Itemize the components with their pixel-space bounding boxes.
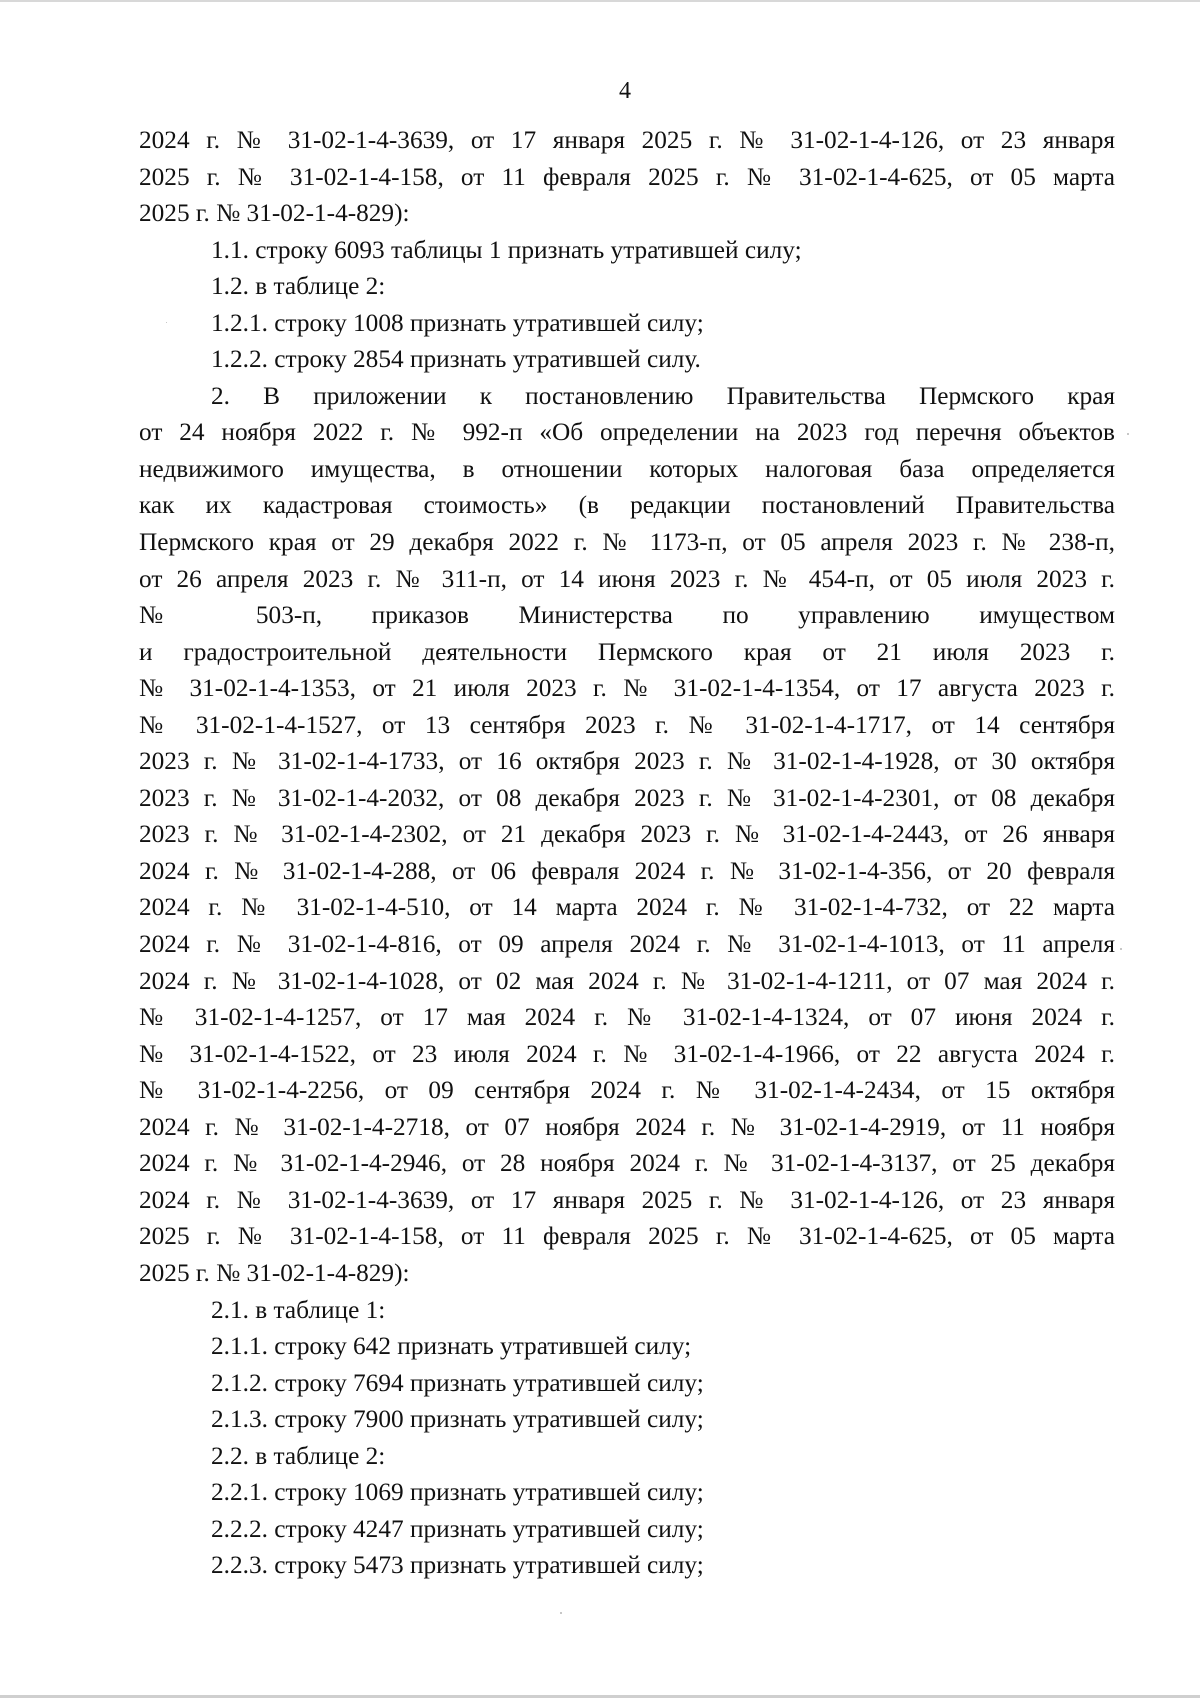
- list-item: 2.1.1. строку 642 признать утратившей силу;: [211, 1332, 692, 1361]
- text-line: и градостроительной деятельности Пермского края от 21 июля 2023 г.: [139, 637, 1115, 666]
- text-line: 2024 г. № 31-02-1-4-2946, от 28 ноября 2024 г. № 31-02-1-4-3137, от 25 декабря: [139, 1149, 1115, 1178]
- text-line: № 31-02-1-4-2256, от 09 сентября 2024 г. № 31-02-1-4-2434, от 15 октября: [139, 1076, 1115, 1105]
- text-line: № 503-п, приказов Министерства по управлению имуществом: [139, 601, 1115, 630]
- list-item: 2.1.3. строку 7900 признать утратившей силу;: [211, 1405, 704, 1434]
- list-item: 1.1. строку 6093 таблицы 1 признать утратившей силу;: [211, 235, 802, 264]
- text-line: 2024 г. № 31-02-1-4-510, от 14 марта 2024 г. № 31-02-1-4-732, от 22 марта: [139, 893, 1115, 922]
- text-line: от 26 апреля 2023 г. № 311-п, от 14 июня 2023 г. № 454-п, от 05 июля 2023 г.: [139, 564, 1115, 593]
- text-line: № 31-02-1-4-1527, от 13 сентября 2023 г. № 31-02-1-4-1717, от 14 сентября: [139, 710, 1115, 739]
- text-line: 2024 г. № 31-02-1-4-816, от 09 апреля 2024 г. № 31-02-1-4-1013, от 11 апреля: [139, 930, 1115, 959]
- paragraph-start: 2. В приложении к постановлению Правительства Пермского края: [211, 381, 1115, 410]
- text-line: 2023 г. № 31-02-1-4-2032, от 08 декабря 2023 г. № 31-02-1-4-2301, от 08 декабря: [139, 783, 1115, 812]
- list-item: 2.1.2. строку 7694 признать утратившей силу;: [211, 1368, 704, 1397]
- text-line: 2023 г. № 31-02-1-4-2302, от 21 декабря 2023 г. № 31-02-1-4-2443, от 26 января: [139, 820, 1115, 849]
- text-line: недвижимого имущества, в отношении которых налоговая база определяется: [139, 454, 1115, 483]
- scan-speck: [166, 322, 167, 323]
- text-line: № 31-02-1-4-1522, от 23 июля 2024 г. № 31-02-1-4-1966, от 22 августа 2024 г.: [139, 1039, 1115, 1068]
- text-line: 2025 г. № 31-02-1-4-158, от 11 февраля 2025 г. № 31-02-1-4-625, от 05 марта: [139, 1222, 1115, 1251]
- text-line: 2024 г. № 31-02-1-4-3639, от 17 января 2025 г. № 31-02-1-4-126, от 23 января: [139, 1185, 1115, 1214]
- scan-speck: [1120, 948, 1122, 950]
- text-line: как их кадастровая стоимость» (в редакции постановлений Правительства: [139, 491, 1115, 520]
- text-line: 2024 г. № 31-02-1-4-1028, от 02 мая 2024 г. № 31-02-1-4-1211, от 07 мая 2024 г.: [139, 966, 1115, 995]
- text-line: 2025 г. № 31-02-1-4-829):: [139, 1258, 410, 1287]
- scan-edge-top: [0, 0, 1200, 2]
- scan-speck: [560, 1612, 562, 1614]
- list-item: 2.2.1. строку 1069 признать утратившей силу;: [211, 1478, 704, 1507]
- list-item: 1.2.2. строку 2854 признать утратившей силу.: [211, 345, 701, 374]
- list-item: 1.2. в таблице 2:: [211, 272, 386, 301]
- text-line: 2025 г. № 31-02-1-4-158, от 11 февраля 2025 г. № 31-02-1-4-625, от 05 марта: [139, 162, 1115, 191]
- text-line: № 31-02-1-4-1353, от 21 июля 2023 г. № 31-02-1-4-1354, от 17 августа 2023 г.: [139, 674, 1115, 703]
- text-line: Пермского края от 29 декабря 2022 г. № 1173-п, от 05 апреля 2023 г. № 238-п,: [139, 528, 1115, 557]
- text-line: 2023 г. № 31-02-1-4-1733, от 16 октября 2023 г. № 31-02-1-4-1928, от 30 октября: [139, 747, 1115, 776]
- text-line: 2024 г. № 31-02-1-4-288, от 06 февраля 2024 г. № 31-02-1-4-356, от 20 февраля: [139, 856, 1115, 885]
- list-item: 2.2. в таблице 2:: [211, 1441, 386, 1470]
- text-line: от 24 ноября 2022 г. № 992-п «Об определении на 2023 год перечня объектов: [139, 418, 1115, 447]
- scan-speck: [1127, 433, 1129, 435]
- text-line: 2024 г. № 31-02-1-4-2718, от 07 ноября 2024 г. № 31-02-1-4-2919, от 11 ноября: [139, 1112, 1115, 1141]
- text-line: 2024 г. № 31-02-1-4-3639, от 17 января 2025 г. № 31-02-1-4-126, от 23 января: [139, 126, 1115, 154]
- list-item: 1.2.1. строку 1008 признать утратившей силу;: [211, 308, 704, 337]
- list-item: 2.1. в таблице 1:: [211, 1295, 386, 1324]
- document-body: [139, 122, 1115, 1584]
- text-line: № 31-02-1-4-1257, от 17 мая 2024 г. № 31-02-1-4-1324, от 07 июня 2024 г.: [139, 1003, 1115, 1032]
- list-item: 2.2.2. строку 4247 признать утратившей силу;: [211, 1514, 704, 1543]
- text-line: 2025 г. № 31-02-1-4-829):: [139, 199, 410, 228]
- list-item: 2.2.3. строку 5473 признать утратившей силу;: [211, 1551, 704, 1580]
- page-number: 4: [619, 78, 631, 104]
